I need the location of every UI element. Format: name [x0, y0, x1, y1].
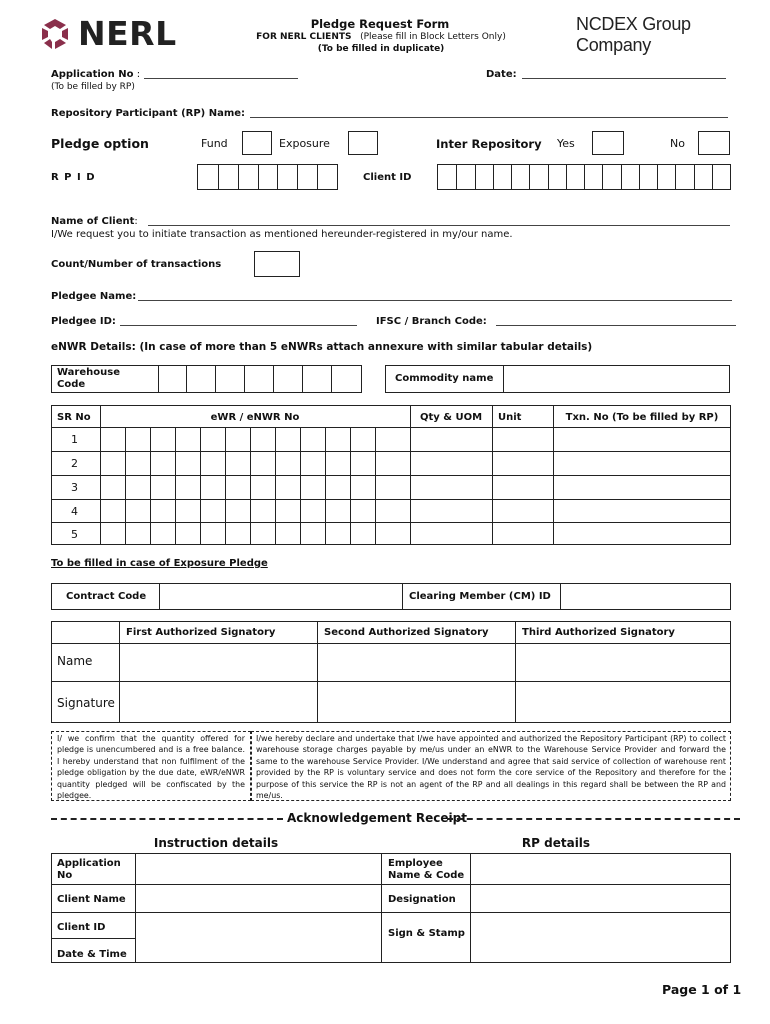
ack-title: Acknowledgement Receipt [287, 811, 467, 825]
no-checkbox[interactable] [698, 131, 730, 155]
client-name-field[interactable] [148, 225, 730, 226]
nerl-logo [38, 14, 178, 54]
yes-checkbox[interactable] [592, 131, 624, 155]
cm-id-field[interactable] [561, 584, 730, 609]
client-id-cells[interactable] [437, 164, 731, 190]
inter-repository-label: Inter Repository [436, 137, 542, 151]
ack-divider-left [51, 818, 283, 820]
ifsc-field[interactable] [496, 325, 736, 326]
declaration-left: I/ we confirm that the quantity offered for pledge is unencumbered and is a free balance. I hereby understand that non fulfilment of the pledge obligation by the due date, eWR/eNWR quantity pledged will be confiscated by the pledgee. [51, 731, 251, 801]
exposure-label: Exposure [279, 137, 330, 150]
fund-checkbox[interactable] [242, 131, 272, 155]
ack-sign-stamp-field[interactable] [471, 913, 730, 962]
row-4: 4 [71, 505, 78, 518]
for-clients: FOR NERL CLIENTS [256, 32, 352, 42]
row-3: 3 [71, 481, 78, 494]
third-signatory: Third Authorized Signatory [522, 627, 675, 638]
ack-designation-field[interactable] [471, 885, 730, 912]
request-text: I/We request you to initiate transaction as mentioned hereunder-registered in my/our name. [51, 229, 513, 240]
rp-name-field[interactable] [250, 117, 728, 118]
row-5: 5 [71, 528, 78, 541]
rpid-cells[interactable] [197, 164, 338, 190]
cm-id-label: Clearing Member (CM) ID [409, 591, 551, 602]
signature-row-label: Signature [57, 696, 115, 710]
ack-application-no-label: Application No [57, 858, 121, 881]
enwr-details: eNWR Details: (In case of more than 5 eNWRs attach annexure with similar tabular details) [51, 341, 593, 353]
ack-date-time-label: Date & Time [57, 949, 127, 960]
ack-application-no-field[interactable] [136, 854, 381, 884]
contract-code-field[interactable] [160, 584, 402, 609]
fund-label: Fund [201, 137, 228, 150]
nerl-logo-icon [38, 17, 72, 51]
pledgee-id-label: Pledgee ID: [51, 316, 116, 327]
client-name-label: Name of Client: [51, 216, 138, 227]
page-number: Page 1 of 1 [662, 982, 742, 997]
application-no-field[interactable] [144, 78, 298, 79]
warehouse-code-label: Warehouse Code [57, 367, 120, 390]
contract-code-label: Contract Code [66, 591, 147, 602]
second-signatory: Second Authorized Signatory [324, 627, 489, 638]
ack-client-id-label: Client ID [57, 922, 106, 933]
declaration-right: I/we hereby declare and undertake that I/we have appointed and authorized the Repository Participant (RP) to collect warehouse storage charges payable by me/us under an eNWR to the Warehouse Service Provider and forward the same to the warehouse Service Provider. I/We understand and agree that said service of collection of warehouse rent provided by the RP is voluntary service and does not form the core service of the Repository and therefore for the purpose of this service the RP is not an agent of the RP and all dealings in this regard shall be between the RP and me/us. [251, 731, 731, 801]
pledgee-name-label: Pledgee Name: [51, 291, 137, 302]
th-sr-no: SR No [57, 412, 91, 423]
instruction-details-title: Instruction details [153, 836, 279, 850]
rp-name-label: Repository Participant (RP) Name: [51, 108, 246, 119]
duplicate-note: (To be filled in duplicate) [317, 44, 445, 54]
th-unit: Unit [498, 412, 522, 423]
ack-client-id-field[interactable] [136, 913, 381, 938]
pledgee-id-field[interactable] [120, 325, 357, 326]
ack-client-name-field[interactable] [136, 885, 381, 912]
client-id-label: Client ID [363, 172, 412, 183]
ifsc-label: IFSC / Branch Code: [376, 316, 487, 327]
date-field[interactable] [522, 78, 726, 79]
group-company: NCDEX Group Company [576, 14, 691, 55]
th-ewr-no: eWR / eNWR No [210, 412, 300, 423]
rpid-label: R P I D [51, 172, 96, 183]
first-signatory: First Authorized Signatory [126, 627, 276, 638]
ack-divider-right [447, 818, 740, 820]
form-title: Pledge Request Form [310, 17, 450, 31]
row-2: 2 [71, 457, 78, 470]
date-label: Date: [486, 69, 517, 80]
ack-designation-label: Designation [388, 894, 456, 905]
for-clients-line [250, 32, 512, 42]
exposure-checkbox[interactable] [348, 131, 378, 155]
th-qty-uom: Qty & UOM [419, 412, 483, 423]
ack-employee-field[interactable] [471, 854, 730, 884]
th-txn-no: Txn. No (To be filled by RP) [565, 412, 719, 423]
commodity-name-label: Commodity name [395, 373, 494, 384]
pledgee-name-field[interactable] [138, 300, 732, 301]
ack-client-name-label: Client Name [57, 894, 126, 905]
application-no-note: (To be filled by RP) [51, 82, 135, 92]
count-label: Count/Number of transactions [51, 259, 222, 270]
no-label: No [670, 137, 685, 150]
block-letters: (Please fill in Block Letters Only) [360, 32, 506, 42]
rp-details-title: RP details [521, 836, 591, 850]
row-1: 1 [71, 433, 78, 446]
application-no-label: Application No : [51, 69, 141, 80]
ack-employee-label: Employee Name & Code [388, 858, 465, 881]
pledge-option-label: Pledge option [51, 136, 149, 151]
brand-name: NERL [78, 14, 177, 53]
yes-label: Yes [557, 137, 575, 150]
exposure-title: To be filled in case of Exposure Pledge [51, 558, 268, 569]
ack-sign-stamp-label: Sign & Stamp [388, 928, 465, 939]
name-row-label: Name [57, 654, 93, 668]
count-field[interactable] [254, 251, 300, 277]
ack-date-time-field[interactable] [136, 939, 381, 962]
